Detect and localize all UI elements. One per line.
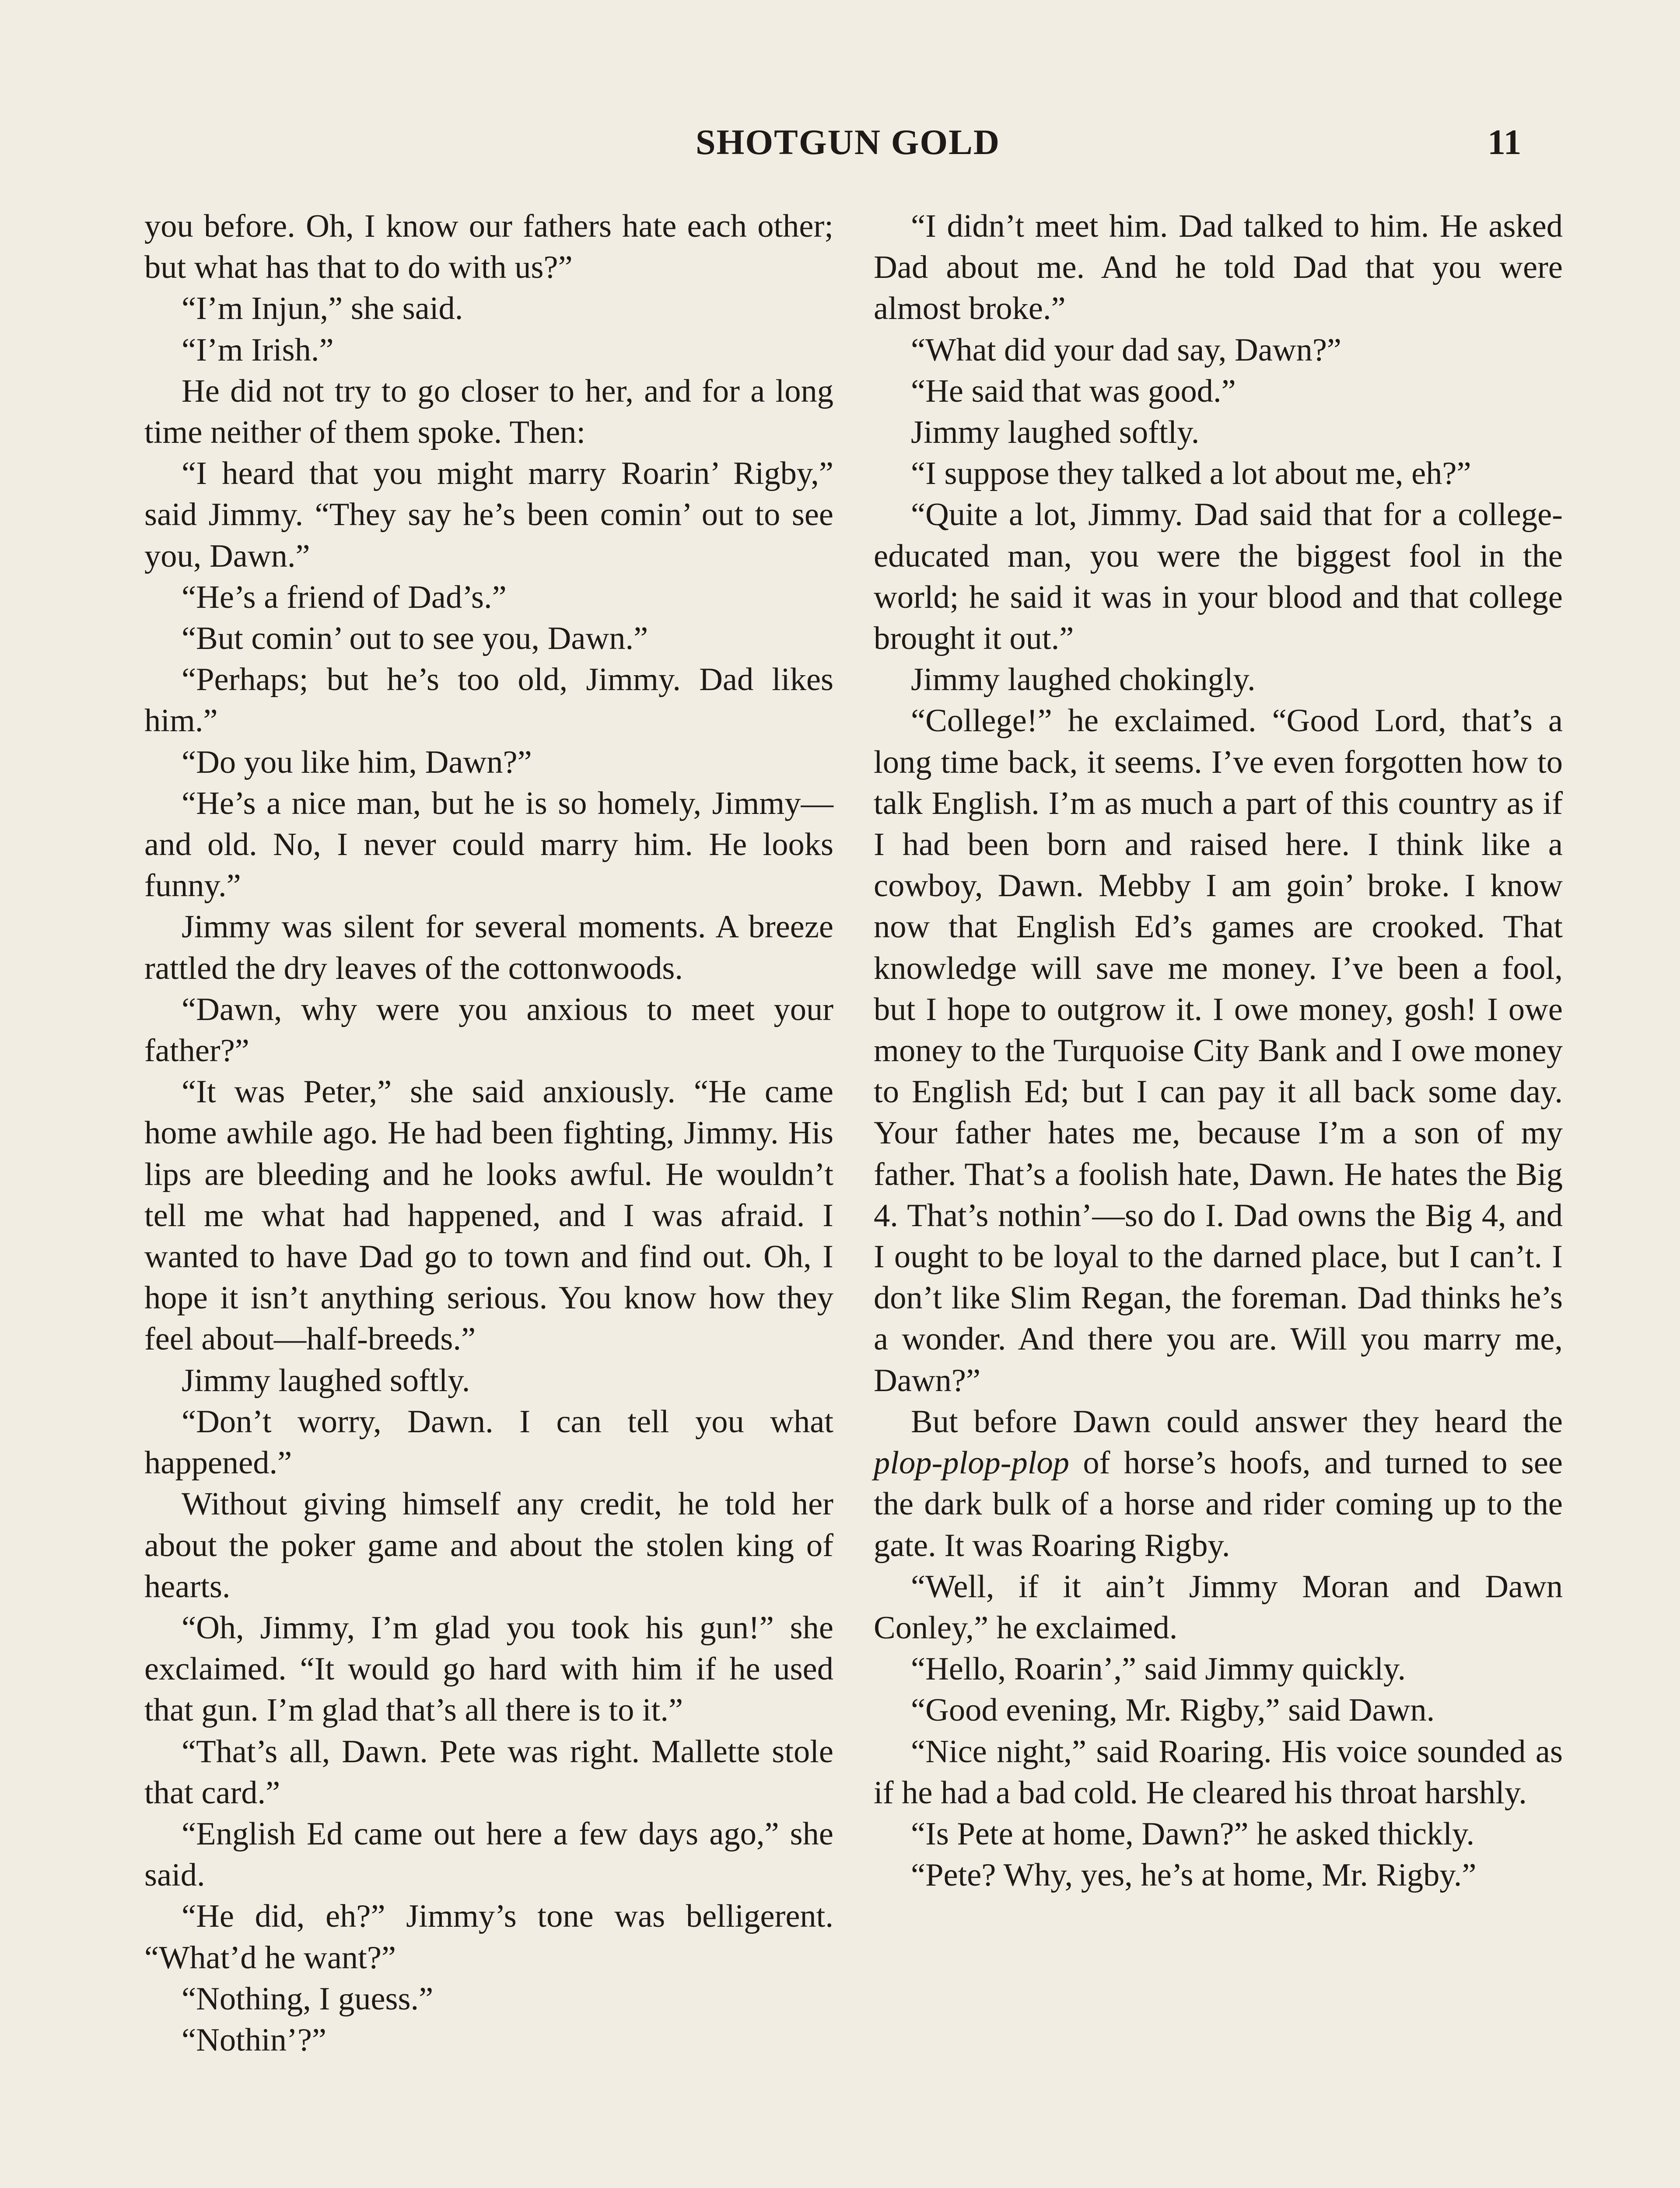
paragraph: “Nothing, I guess.” (182, 1981, 434, 2017)
paragraph: “Do you like him, Dawn?” (182, 744, 532, 780)
paragraph: Without giving himself any credit, he told her about the poker game and about the stolen king of hearts. (144, 1486, 833, 1605)
paragraph: “That’s all, Dawn. Pete was right. Mallette stole that card.” (144, 1733, 833, 1811)
paragraph: “English Ed came out here a few days ago,” she said. (144, 1816, 833, 1893)
paragraph: “I suppose they talked a lot about me, eh?” (911, 456, 1471, 492)
paragraph: “He’s a nice man, but he is so homely, Jimmy—and old. No, I never could marry him. He looks funny.” (144, 785, 833, 904)
paragraph: “Oh, Jimmy, I’m glad you took his gun!” she exclaimed. “It would go hard with him if he used that gun. I’m glad that’s all there is to it.” (144, 1609, 833, 1729)
paragraph: He did not try to go closer to her, and for a long time neither of them spoke. Then: (144, 373, 833, 451)
paragraph: Jimmy was silent for several moments. A breeze rattled the dry leaves of the cottonwoods. (144, 909, 833, 986)
paragraph: “Nice night,” said Roaring. His voice sounded as if he had a bad cold. He cleared his throat harshly. (874, 1733, 1563, 1811)
paragraph: “Dawn, why were you anxious to meet your father?” (144, 991, 833, 1069)
text-run: But before Dawn could answer they heard the (911, 1403, 1563, 1440)
running-title: SHOTGUN GOLD (696, 122, 1001, 162)
paragraph: “He did, eh?” Jimmy’s tone was belligerent. “What’d he want?” (144, 1898, 833, 1976)
paragraph: “He said that was good.” (911, 373, 1236, 409)
paragraph: “Good evening, Mr. Rigby,” said Dawn. (911, 1692, 1435, 1729)
paragraph-with-italic (874, 1401, 1563, 1566)
paragraph: Jimmy laughed softly. (911, 414, 1200, 451)
paragraph: “Don’t worry, Dawn. I can tell you what happened.” (144, 1403, 833, 1481)
paragraph: “He’s a friend of Dad’s.” (182, 579, 507, 615)
page-header (0, 118, 1680, 166)
paragraph: Jimmy laughed chokingly. (911, 662, 1256, 698)
paragraph: “Quite a lot, Jimmy. Dad said that for a college-educated man, you were the biggest fool in the world; he said it was in your blood and that college brought it out.” (874, 497, 1563, 657)
paragraph: “Hello, Roarin’,” said Jimmy quickly. (911, 1651, 1406, 1687)
italic-text: plop-plop-plop (874, 1445, 1069, 1481)
paragraph: “I heard that you might marry Roarin’ Rigby,” said Jimmy. “They say he’s been comin’ out to see you, Dawn.” (144, 456, 833, 574)
paragraph: “College!” he exclaimed. “Good Lord, that’s a long time back, it seems. I’ve even forgotten how to talk English. I’m as much a part of this country as if I had been born and raised here. I think like a cowboy, Dawn. Mebby I am goin’ broke. I know now that English Ed’s games are crooked. That knowledge will save me money. I’ve been a fool, but I hope to outgrow it. I owe money, gosh! I owe money to the Turquoise City Bank and I owe money to English Ed; but I can pay it all back some day. Your father hates me, because I’m a son of my father. That’s a foolish hate, Dawn. He hates the Big 4. That’s nothin’—so do I. Dad owns the Big 4, and I ought to be loyal to the darned place, but I can’t. I don’t like Slim Regan, the foreman. Dad thinks he’s a wonder. And there you are. Will you marry me, Dawn?” (874, 703, 1563, 1399)
paragraph: “Well, if it ain’t Jimmy Moran and Dawn Conley,” he exclaimed. (874, 1568, 1563, 1646)
paragraph: “What did your dad say, Dawn?” (911, 332, 1341, 368)
paragraph: “I didn’t meet him. Dad talked to him. He asked Dad about me. And he told Dad that you were almost broke.” (874, 208, 1563, 327)
paragraph: “Nothin’?” (182, 2022, 326, 2058)
right-column (874, 206, 1563, 1896)
paragraph: Jimmy laughed softly. (182, 1362, 470, 1399)
page-number: 11 (1488, 122, 1522, 162)
left-column (144, 206, 833, 2061)
paragraph: “But comin’ out to see you, Dawn.” (182, 621, 648, 657)
paragraph: “I’m Injun,” she said. (182, 291, 463, 327)
paragraph: “I’m Irish.” (182, 332, 334, 368)
paragraph: “Is Pete at home, Dawn?” he asked thickly. (911, 1816, 1475, 1852)
paragraph: you before. Oh, I know our fathers hate each other; but what has that to do with us?” (144, 208, 833, 286)
paragraph: “Perhaps; but he’s too old, Jimmy. Dad likes him.” (144, 662, 833, 739)
paragraph: “It was Peter,” she said anxiously. “He came home awhile ago. He had been fighting, Jimmy. His lips are bleeding and he looks awful. He wouldn’t tell me what had happened, and I was afraid. I wanted to have Dad go to town and find out. Oh, I hope it isn’t anything serious. You know how they feel about—half-breeds.” (144, 1074, 833, 1357)
paragraph: “Pete? Why, yes, he’s at home, Mr. Rigby.” (911, 1857, 1477, 1893)
text-run: of horse’s hoofs, and turned to see the dark bulk of a horse and rider coming up to the gate. It was Roaring Rigby. (874, 1445, 1563, 1564)
